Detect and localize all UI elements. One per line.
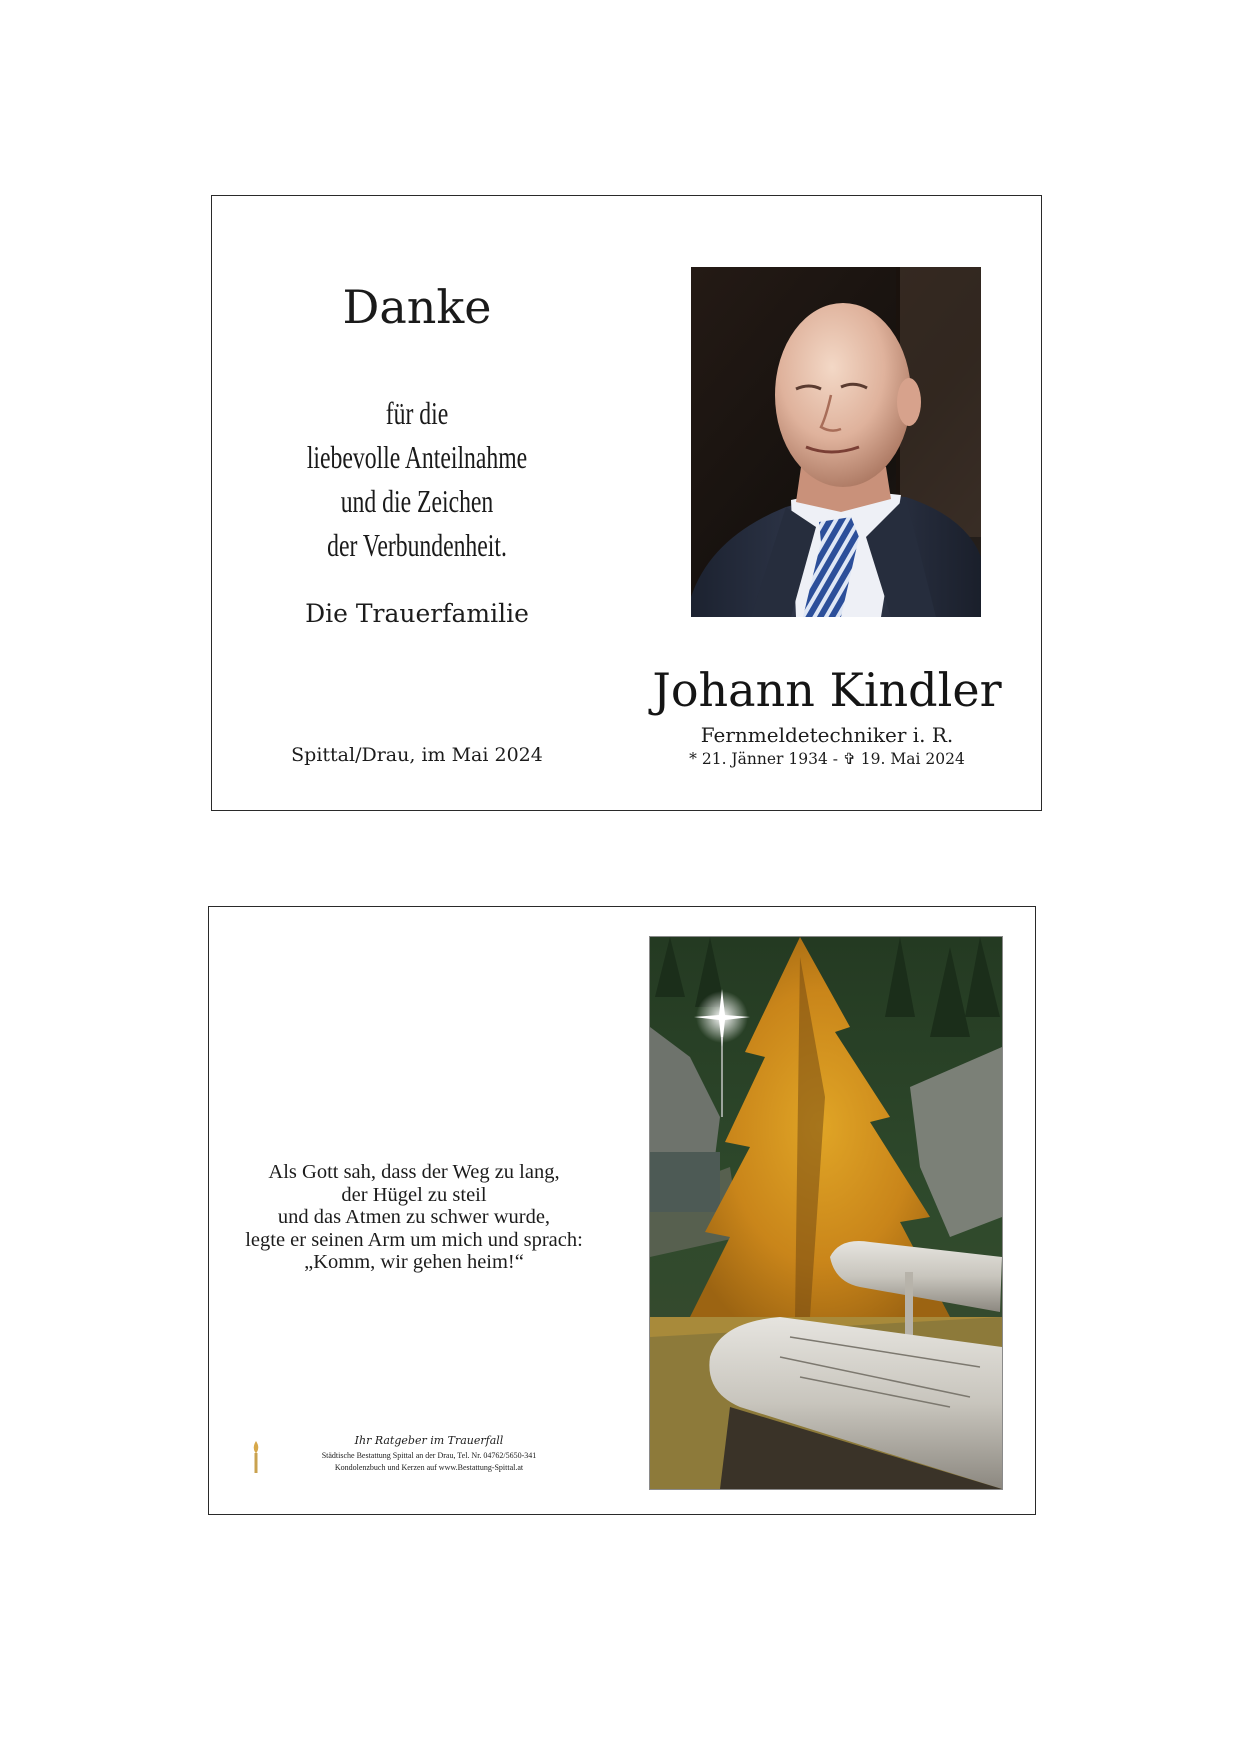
funeral-home-website: Kondolenzbuch und Kerzen auf www.Bestattung-Spittal.at [334, 1463, 524, 1472]
family-signature: Die Trauerfamilie [305, 599, 529, 628]
deceased-name: Johann Kindler [652, 663, 1002, 717]
message-line: und die Zeichen [340, 483, 494, 519]
message-line: liebevolle Anteilnahme [306, 439, 528, 475]
poem-line: „Komm, wir gehen heim!“ [304, 1251, 524, 1273]
message-line: der Verbundenheit. [327, 527, 507, 563]
life-dates: * 21. Jänner 1934 - ✞ 19. Mai 2024 [689, 750, 965, 768]
larch-tree-bench-photo [649, 936, 1003, 1490]
poem-line: der Hügel zu steil [341, 1183, 487, 1206]
message-line: für die [385, 395, 449, 431]
funeral-home-contact: Städtische Bestattung Spittal an der Drau, Tel. Nr. 04762/5650-341 [321, 1451, 537, 1460]
thank-you-message [265, 391, 568, 567]
place-date: Spittal/Drau, im Mai 2024 [291, 744, 543, 766]
funeral-home-tagline: Ihr Ratgeber im Trauerfall [354, 1434, 504, 1447]
deceased-profession: Fernmeldetechniker i. R. [700, 723, 954, 747]
memorial-poem [209, 1161, 619, 1274]
card-title: Danke [342, 280, 492, 334]
memorial-card [208, 906, 1036, 1515]
candle-icon [251, 1441, 261, 1473]
poem-line: legte er seinen Arm um mich und sprach: [245, 1228, 583, 1251]
thank-you-card [211, 195, 1042, 811]
portrait-photo [691, 267, 981, 617]
poem-line: und das Atmen zu schwer wurde, [277, 1206, 551, 1228]
poem-line: Als Gott sah, dass der Weg zu lang, [268, 1161, 560, 1183]
